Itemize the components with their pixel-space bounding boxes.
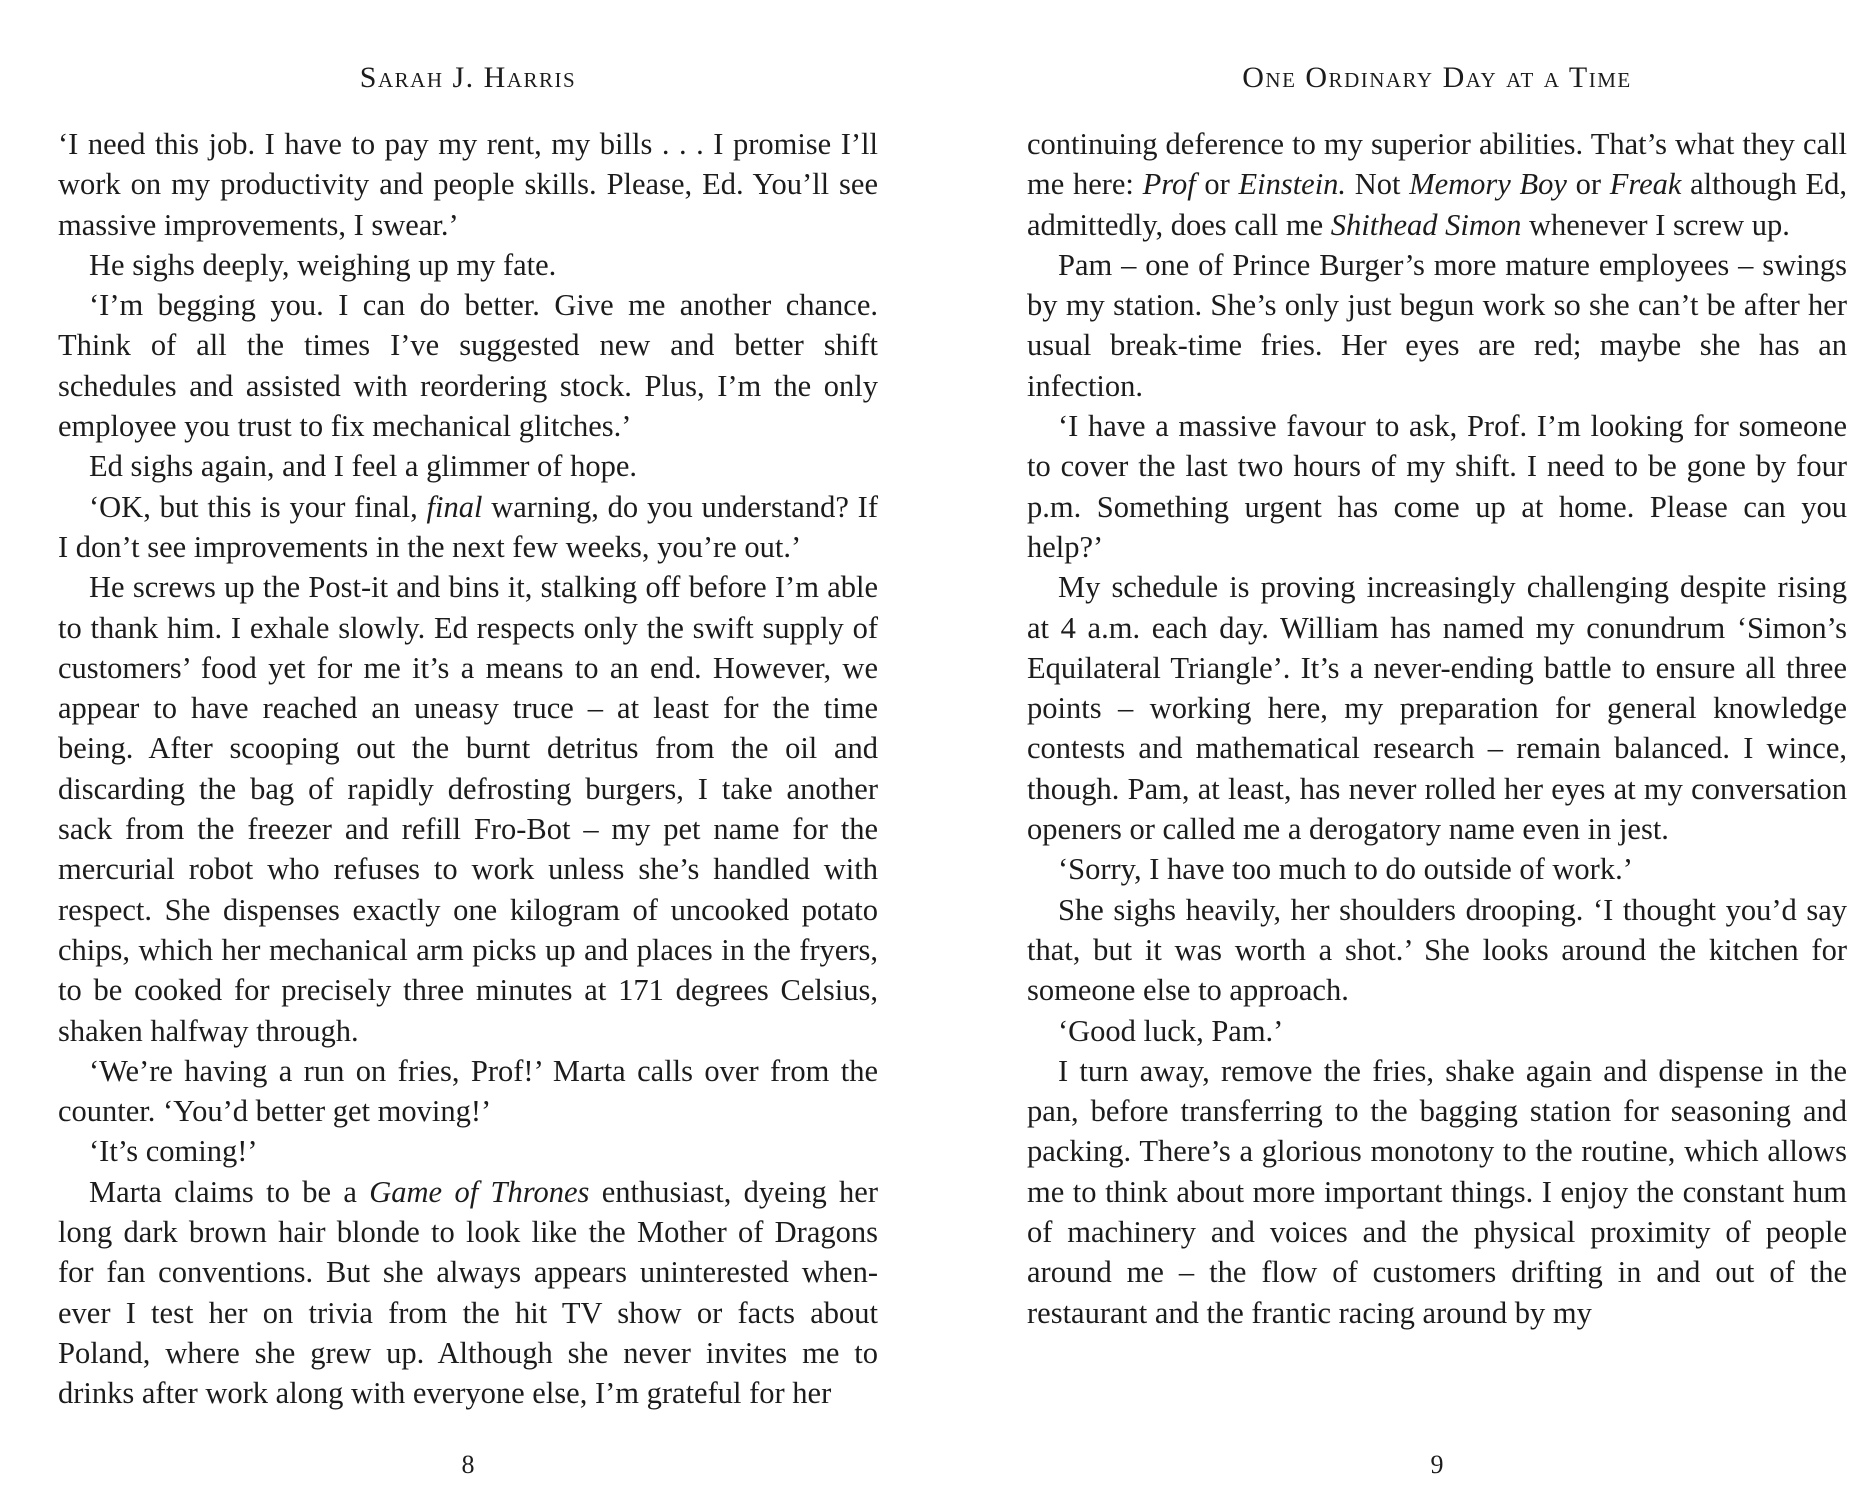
italic-text: Game of Thrones xyxy=(369,1174,590,1209)
text-run: ‘I’m begging you. I can do better. Give me another chance. Think of all the times I’ve suggested new and better shift schedules and assisted with reordering stock. Plus, I’m the only employee you trust to fix mechanical glitches.’ xyxy=(58,288,878,444)
text-run: or xyxy=(1566,167,1610,202)
paragraph xyxy=(58,446,878,486)
paragraph xyxy=(58,487,878,568)
italic-text: final xyxy=(426,489,483,524)
paragraph xyxy=(58,567,878,1051)
paragraph xyxy=(58,245,878,285)
running-head-author: Sarah J. Harris xyxy=(359,61,577,94)
text-run: He screws up the Post-it and bins it, stalking off before I’m able to thank him. I exhale slowly. Ed respects only the swift supply of customers’ food yet for me it’s a means to an end. However, we appear to have reached an uneasy truce – at least for the time being. After scooping out the burnt detritus from the oil and discarding the bag of rapidly defrosting burgers, I take another sack from the freezer and refill Fro-Bot – my pet name for the mercurial robot who refuses to work unless she’s handled with respect. She dispenses exactly one kilogram of uncooked potato chips, which her mechanical arm picks up and places in the fryers, to be cooked for precisely three minutes at 171 degrees Celsius, shaken halfway through. xyxy=(58,570,878,1048)
text-run: although Ed, admittedly, does call me xyxy=(1027,167,1848,242)
italic-text: Shithead Simon xyxy=(1330,207,1522,242)
running-head-title: One Ordinary Day at a Time xyxy=(1242,61,1632,94)
paragraph xyxy=(1027,849,1847,889)
italic-text: Memory Boy xyxy=(1409,167,1567,202)
text-run: or xyxy=(1195,167,1239,202)
paragraph xyxy=(1027,567,1847,849)
text-run: whenever I screw up. xyxy=(1521,207,1790,242)
paragraph xyxy=(1027,1011,1847,1051)
paragraph xyxy=(1027,406,1847,567)
left-body-text xyxy=(58,124,878,1414)
text-run: I turn away, remove the fries, shake again and dispense in the pan, before transferring to the bagging station for seasoning and packing. There’s a glorious monotony to the routine, which allows me to think about more important things. I enjoy the constant hum of machinery and voices and the physical proximity of people around me – the flow of customers drifting in and out of the restaurant and the frantic racing around by my xyxy=(1027,1053,1847,1330)
paragraph xyxy=(1027,890,1847,1011)
italic-text: Prof xyxy=(1142,167,1196,202)
text-run: Marta claims to be a xyxy=(89,1174,370,1209)
paragraph xyxy=(1027,1051,1847,1333)
text-run: ‘I need this job. I have to pay my rent, my bills . . . I promise I’ll work on my productivity and people skills. Please, Ed. You’ll see massive improvements, I swear.’ xyxy=(58,127,878,242)
page-number-left: 8 xyxy=(461,1450,475,1479)
text-run: My schedule is proving increasingly challenging despite rising at 4 a.m. each day. William has named my conundrum ‘Simon’s Equilateral Triangle’. It’s a never-ending battle to ensure all three points – working here, my preparation for general knowledge contests and mathematical research – remain balanced. I wince, though. Pam, at least, has never rolled her eyes at my conversation openers or called me a derogatory name even in jest. xyxy=(1027,570,1847,847)
right-page xyxy=(1027,0,1847,1489)
italic-text: Einstein. xyxy=(1238,167,1347,202)
paragraph xyxy=(1027,245,1847,406)
right-body-text xyxy=(1027,124,1847,1333)
italic-text: Freak xyxy=(1609,167,1682,202)
text-run: ‘Good luck, Pam.’ xyxy=(1058,1013,1284,1048)
paragraph xyxy=(58,285,878,446)
text-run: enthusiast, dyeing her long dark brown hair blonde to look like the Mother of Dragons for fan conventions. But she always appears uninterested whenever I test her on trivia from the hit TV show or facts about Poland, where she grew up. Although she never invites me to drinks after work along with everyone else, I’m grateful for her xyxy=(58,1174,878,1411)
text-run: continuing deference to my superior abilities. That’s what they call me here: xyxy=(1027,127,1847,202)
paragraph xyxy=(58,124,878,245)
text-run: Pam – one of Prince Burger’s more mature employees – swings by my station. She’s only just begun work so she can’t be after her usual break-time fries. Her eyes are red; maybe she has an infection. xyxy=(1027,247,1847,403)
paragraph xyxy=(58,1131,878,1171)
page-number-right: 9 xyxy=(1430,1450,1444,1479)
left-page xyxy=(58,0,878,1489)
paragraph xyxy=(1027,124,1847,245)
paragraph xyxy=(58,1172,878,1414)
text-run: He sighs deeply, weighing up my fate. xyxy=(89,247,557,282)
text-run: Ed sighs again, and I feel a glimmer of hope. xyxy=(89,449,637,484)
text-run: ‘We’re having a run on fries, Prof!’ Marta calls over from the counter. ‘You’d better get moving!’ xyxy=(58,1053,878,1129)
text-run: ‘I have a massive favour to ask, Prof. I’m looking for someone to cover the last two hours of my shift. I need to be gone by four p.m. Something urgent has come up at home. Please can you help?’ xyxy=(1027,409,1847,564)
text-run: Not xyxy=(1346,167,1410,202)
text-run: ‘It’s coming!’ xyxy=(89,1134,258,1169)
text-run: She sighs heavily, her shoulders drooping. ‘I thought you’d say that, but it was worth a shot.’ She looks around the kitchen for someone else to approach. xyxy=(1027,892,1847,1008)
text-run: ‘Sorry, I have too much to do outside of work.’ xyxy=(1058,852,1633,887)
text-run: ‘OK, but this is your final, xyxy=(89,489,427,524)
paragraph xyxy=(58,1051,878,1132)
text-run: warning, do you understand? If I don’t see improvements in the next few weeks, you’re out.’ xyxy=(58,489,878,564)
